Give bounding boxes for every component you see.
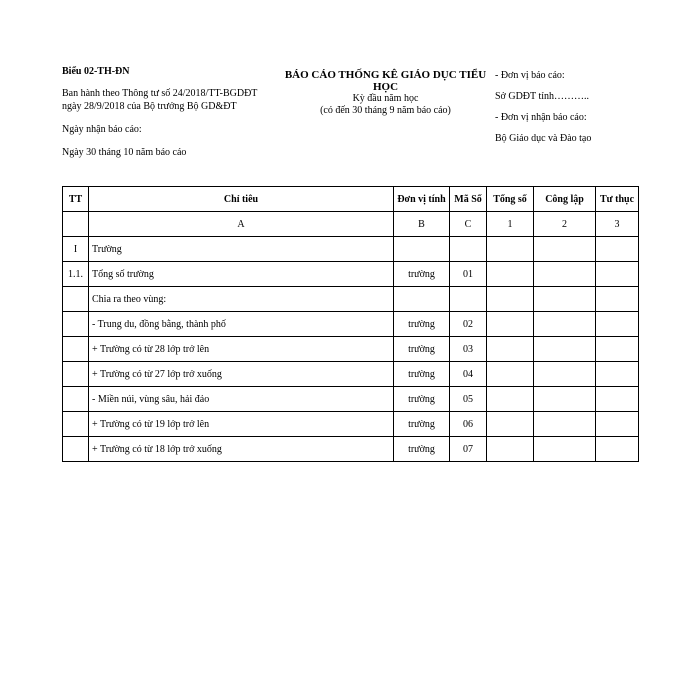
row-code: 07	[450, 437, 487, 462]
row-tt	[63, 387, 89, 412]
row-total-value	[487, 387, 534, 412]
row-tt: 1.1.	[63, 262, 89, 287]
col-header-private: Tư thục	[596, 187, 639, 212]
row-indicator: - Miền núi, vùng sâu, hải đảo	[89, 387, 394, 412]
row-unit: trường	[394, 387, 450, 412]
row-public-value	[534, 287, 596, 312]
table-row	[63, 287, 639, 312]
column-code: 1	[487, 212, 534, 237]
row-unit	[394, 237, 450, 262]
table-row	[63, 337, 639, 362]
column-code-row	[63, 212, 639, 237]
row-indicator: Chia ra theo vùng:	[89, 287, 394, 312]
column-code: 2	[534, 212, 596, 237]
receiving-unit-label: - Đơn vị nhận báo cáo:	[495, 112, 587, 123]
col-header-code: Mã Số	[450, 187, 487, 212]
row-total-value	[487, 362, 534, 387]
row-public-value	[534, 337, 596, 362]
row-total-value	[487, 437, 534, 462]
row-tt	[63, 362, 89, 387]
row-total-value	[487, 412, 534, 437]
row-code: 03	[450, 337, 487, 362]
row-public-value	[534, 362, 596, 387]
row-total-value	[487, 337, 534, 362]
row-code: 01	[450, 262, 487, 287]
row-unit: trường	[394, 312, 450, 337]
row-public-value	[534, 412, 596, 437]
row-private-value	[596, 387, 639, 412]
row-private-value	[596, 437, 639, 462]
table-row	[63, 237, 639, 262]
row-tt	[63, 312, 89, 337]
col-header-public: Công lập	[534, 187, 596, 212]
issued-by-line2: ngày 28/9/2018 của Bộ trưởng Bộ GD&ĐT	[62, 101, 237, 112]
row-private-value	[596, 312, 639, 337]
receive-date-label: Ngày nhận báo cáo:	[62, 124, 142, 135]
report-period: Kỳ đầu năm học	[352, 93, 419, 104]
reporting-unit-value: Sở GDĐT tỉnh………..	[495, 91, 589, 102]
row-unit: trường	[394, 337, 450, 362]
row-indicator: + Trường có từ 18 lớp trở xuống	[89, 437, 394, 462]
row-public-value	[534, 262, 596, 287]
header-left	[62, 66, 287, 159]
row-private-value	[596, 362, 639, 387]
row-public-value	[534, 437, 596, 462]
row-unit: trường	[394, 437, 450, 462]
receiving-unit-value: Bộ Giáo dục và Đào tạo	[495, 133, 592, 144]
row-code: 06	[450, 412, 487, 437]
row-total-value	[487, 287, 534, 312]
row-private-value	[596, 337, 639, 362]
table-row	[63, 437, 639, 462]
row-tt	[63, 287, 89, 312]
row-indicator: + Trường có từ 19 lớp trở lên	[89, 412, 394, 437]
col-header-tt: TT	[63, 187, 89, 212]
row-unit: trường	[394, 412, 450, 437]
report-title-line2: HỌC	[372, 81, 399, 93]
table-row	[63, 362, 639, 387]
form-code: Biểu 02-TH-ĐN	[62, 66, 130, 77]
row-indicator: Tổng số trường	[89, 262, 394, 287]
row-indicator: + Trường có từ 27 lớp trở xuống	[89, 362, 394, 387]
reporting-unit-label: - Đơn vị báo cáo:	[495, 70, 565, 81]
column-code: C	[450, 212, 487, 237]
row-total-value	[487, 312, 534, 337]
report-period-note: (có đến 30 tháng 9 năm báo cáo)	[320, 105, 451, 116]
col-header-total: Tổng số	[487, 187, 534, 212]
row-code	[450, 237, 487, 262]
row-public-value	[534, 387, 596, 412]
row-unit: trường	[394, 262, 450, 287]
table-row	[63, 412, 639, 437]
row-unit: trường	[394, 362, 450, 387]
row-indicator: Trường	[89, 237, 394, 262]
table-row	[63, 387, 639, 412]
row-private-value	[596, 262, 639, 287]
header-right	[495, 69, 675, 153]
statistics-table	[62, 186, 639, 462]
column-code: A	[89, 212, 394, 237]
row-private-value	[596, 412, 639, 437]
row-private-value	[596, 287, 639, 312]
row-code	[450, 287, 487, 312]
receive-date-value: Ngày 30 tháng 10 năm báo cáo	[62, 147, 187, 158]
row-public-value	[534, 237, 596, 262]
row-total-value	[487, 237, 534, 262]
row-tt	[63, 337, 89, 362]
row-code: 04	[450, 362, 487, 387]
row-unit	[394, 287, 450, 312]
col-header-indicator: Chỉ tiêu	[89, 187, 394, 212]
column-code: B	[394, 212, 450, 237]
table-row	[63, 262, 639, 287]
table-row	[63, 312, 639, 337]
column-code	[63, 212, 89, 237]
row-private-value	[596, 237, 639, 262]
row-total-value	[487, 262, 534, 287]
row-public-value	[534, 312, 596, 337]
report-title-block	[283, 69, 488, 117]
report-title-line1: BÁO CÁO THỐNG KÊ GIÁO DỤC TIỂU	[284, 69, 487, 81]
col-header-unit: Đơn vị tính	[394, 187, 450, 212]
row-tt: I	[63, 237, 89, 262]
row-code: 02	[450, 312, 487, 337]
table-header-row	[63, 187, 639, 212]
row-indicator: - Trung du, đồng bằng, thành phố	[89, 312, 394, 337]
column-code: 3	[596, 212, 639, 237]
row-tt	[63, 437, 89, 462]
row-code: 05	[450, 387, 487, 412]
issued-by-line1: Ban hành theo Thông tư số 24/2018/TT-BGDĐT	[62, 88, 258, 99]
row-tt	[63, 412, 89, 437]
row-indicator: + Trường có từ 28 lớp trở lên	[89, 337, 394, 362]
